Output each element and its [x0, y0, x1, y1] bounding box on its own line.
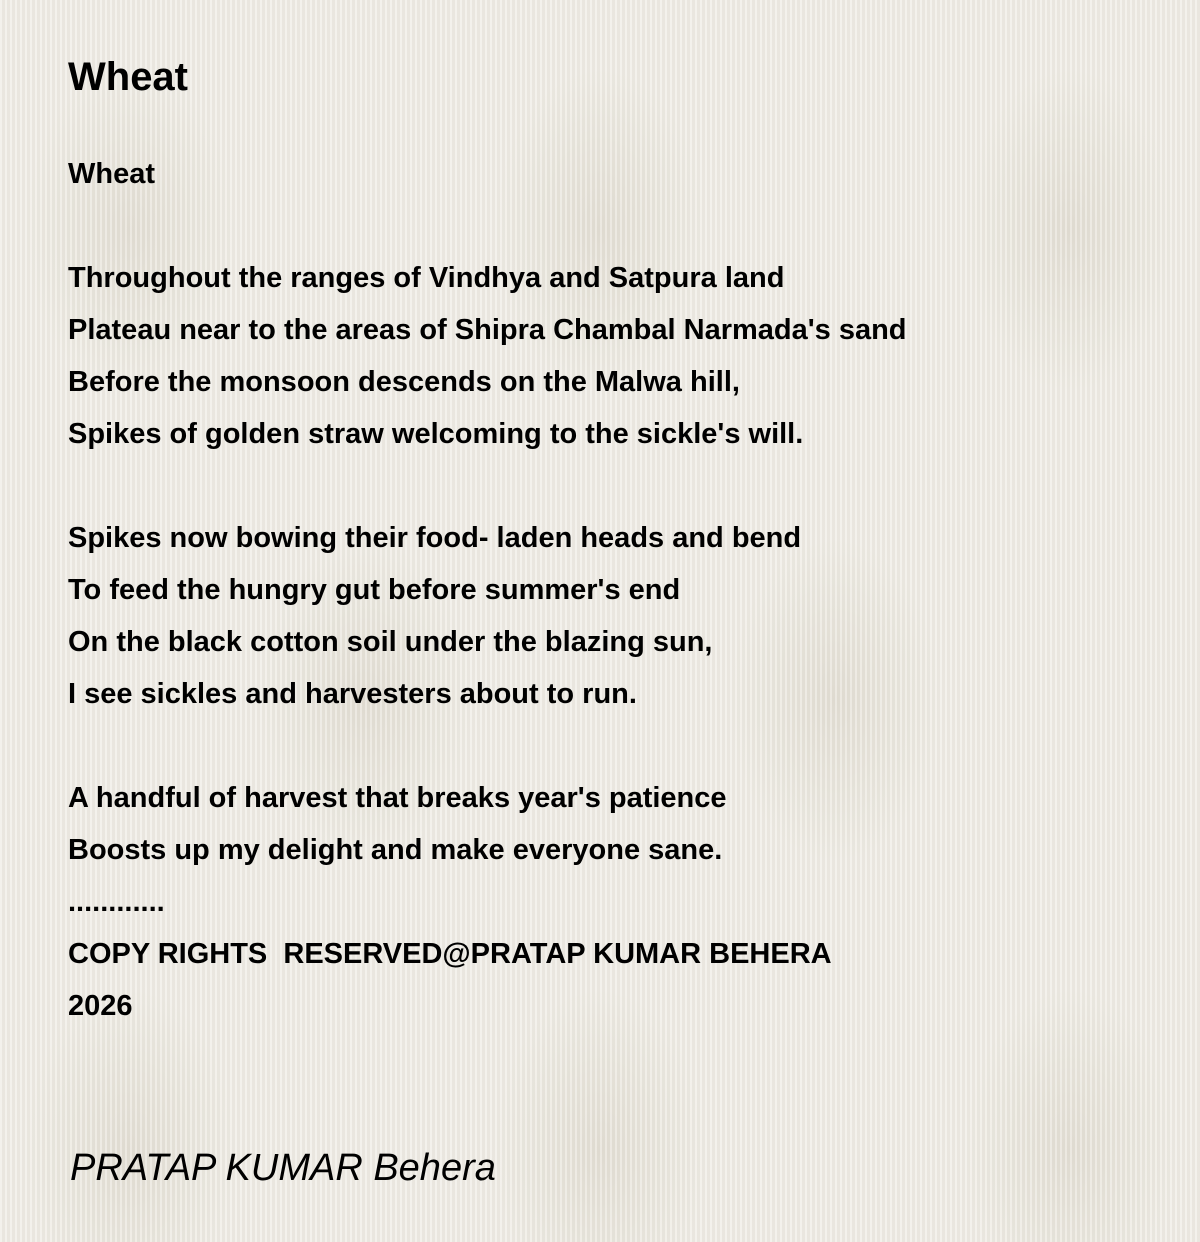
poem-line: I see sickles and harvesters about to run.	[68, 678, 637, 710]
poem-line: Spikes now bowing their food- laden heads and bend	[68, 522, 802, 554]
stanza-break	[68, 460, 1148, 512]
poem-line: Spikes of golden straw welcoming to the sickle's will.	[68, 418, 804, 450]
copyright-year: 2026	[68, 990, 133, 1022]
poem-line: To feed the hungry gut before summer's end	[68, 574, 681, 606]
poem-title: Wheat	[68, 55, 188, 99]
poem-author: PRATAP KUMAR Behera	[70, 1147, 496, 1189]
poem-line: Before the monsoon descends on the Malwa hill,	[68, 366, 740, 398]
ellipsis-divider: ............	[68, 886, 165, 918]
poem-body	[68, 148, 1148, 1032]
poem-line: On the black cotton soil under the blazing sun,	[68, 626, 713, 658]
copyright-notice: COPY RIGHTS RESERVED@PRATAP KUMAR BEHERA	[68, 938, 832, 970]
stanza-break	[68, 720, 1148, 772]
poem-subtitle: Wheat	[68, 158, 155, 190]
stanza-break	[68, 200, 1148, 252]
poem-line: Plateau near to the areas of Shipra Chambal Narmada's sand	[68, 314, 907, 346]
poem-line: Boosts up my delight and make everyone sane.	[68, 834, 723, 866]
poem-line: A handful of harvest that breaks year's patience	[68, 782, 727, 814]
poem-line: Throughout the ranges of Vindhya and Satpura land	[68, 262, 785, 294]
